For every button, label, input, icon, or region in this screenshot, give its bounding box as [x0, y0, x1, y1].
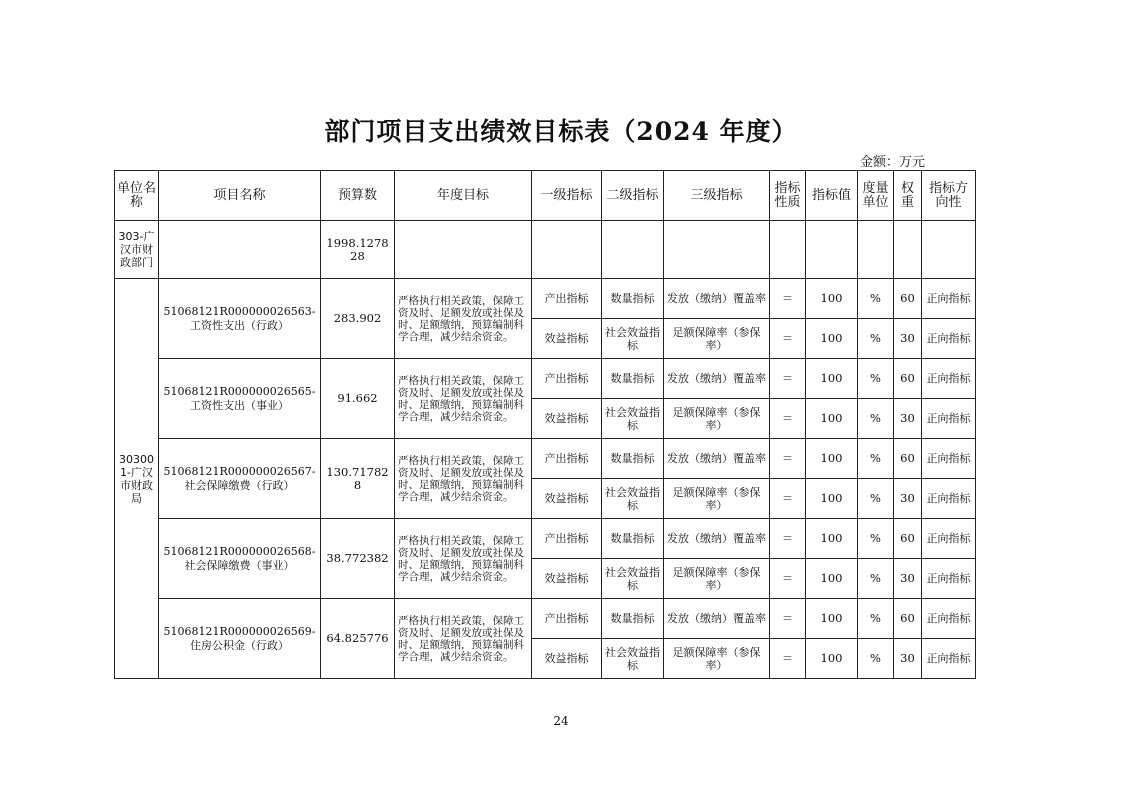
level3-indicator-cell: 发放（缴纳）覆盖率	[664, 359, 770, 399]
header-budget: 预算数	[321, 171, 395, 221]
project-name-cell: 51068121R000000026569-住房公积金（行政）	[159, 599, 321, 679]
project-budget-cell: 64.825776	[321, 599, 395, 679]
header-weight: 权重	[894, 171, 922, 221]
empty-cell	[159, 221, 321, 279]
indicator-nature-cell: ＝	[770, 439, 806, 479]
annual-target-cell: 严格执行相关政策，保障工资及时、足额发放或社保及时、足额缴纳，预算编制科学合理，减少结余资金。	[395, 599, 532, 679]
level3-indicator-cell: 足额保障率（参保率）	[664, 559, 770, 599]
level1-indicator-cell: 产出指标	[532, 599, 602, 639]
empty-cell	[806, 221, 858, 279]
level3-indicator-cell: 足额保障率（参保率）	[664, 639, 770, 679]
level3-indicator-cell: 发放（缴纳）覆盖率	[664, 599, 770, 639]
level1-indicator-cell: 产出指标	[532, 439, 602, 479]
indicator-nature-cell: ＝	[770, 519, 806, 559]
indicator-nature-cell: ＝	[770, 599, 806, 639]
level2-indicator-cell: 社会效益指标	[602, 399, 664, 439]
empty-cell	[770, 221, 806, 279]
indicator-direction-cell: 正向指标	[922, 479, 976, 519]
header-level2-indicator: 二级指标	[602, 171, 664, 221]
indicator-value-cell: 100	[806, 599, 858, 639]
level3-indicator-cell: 发放（缴纳）覆盖率	[664, 519, 770, 559]
level1-indicator-cell: 效益指标	[532, 399, 602, 439]
level3-indicator-cell: 发放（缴纳）覆盖率	[664, 279, 770, 319]
level3-indicator-cell: 发放（缴纳）覆盖率	[664, 439, 770, 479]
project-budget-cell: 38.772382	[321, 519, 395, 599]
annual-target-cell: 严格执行相关政策，保障工资及时、足额发放或社保及时、足额缴纳，预算编制科学合理，减少结余资金。	[395, 519, 532, 599]
level3-indicator-cell: 足额保障率（参保率）	[664, 399, 770, 439]
empty-cell	[858, 221, 894, 279]
measure-unit-cell: %	[858, 439, 894, 479]
indicator-direction-cell: 正向指标	[922, 599, 976, 639]
level2-indicator-cell: 数量指标	[602, 519, 664, 559]
header-row	[115, 171, 976, 221]
header-annual-target: 年度目标	[395, 171, 532, 221]
level2-indicator-cell: 社会效益指标	[602, 319, 664, 359]
performance-target-table	[114, 170, 976, 679]
indicator-nature-cell: ＝	[770, 279, 806, 319]
project-budget-cell: 130.717828	[321, 439, 395, 519]
level2-indicator-cell: 社会效益指标	[602, 639, 664, 679]
weight-cell: 30	[894, 319, 922, 359]
indicator-nature-cell: ＝	[770, 559, 806, 599]
weight-cell: 30	[894, 559, 922, 599]
measure-unit-cell: %	[858, 639, 894, 679]
page-title: 部门项目支出绩效目标表（2024 年度）	[324, 117, 798, 146]
level2-indicator-cell: 数量指标	[602, 439, 664, 479]
indicator-nature-cell: ＝	[770, 359, 806, 399]
project-name-cell: 51068121R000000026567-社会保障缴费（行政）	[159, 439, 321, 519]
header-indicator-direction: 指标方向性	[922, 171, 976, 221]
annual-target-cell: 严格执行相关政策，保障工资及时、足额发放或社保及时、足额缴纳，预算编制科学合理，减少结余资金。	[395, 359, 532, 439]
measure-unit-cell: %	[858, 279, 894, 319]
level1-indicator-cell: 产出指标	[532, 519, 602, 559]
level2-indicator-cell: 数量指标	[602, 359, 664, 399]
indicator-value-cell: 100	[806, 279, 858, 319]
annual-target-cell: 严格执行相关政策，保障工资及时、足额发放或社保及时、足额缴纳，预算编制科学合理，减少结余资金。	[395, 439, 532, 519]
level3-indicator-cell: 足额保障率（参保率）	[664, 479, 770, 519]
department-row	[115, 221, 976, 279]
indicator-value-cell: 100	[806, 439, 858, 479]
level1-indicator-cell: 产出指标	[532, 359, 602, 399]
indicator-direction-cell: 正向指标	[922, 359, 976, 399]
header-indicator-nature: 指标性质	[770, 171, 806, 221]
indicator-nature-cell: ＝	[770, 639, 806, 679]
level2-indicator-cell: 社会效益指标	[602, 559, 664, 599]
indicator-value-cell: 100	[806, 319, 858, 359]
measure-unit-cell: %	[858, 319, 894, 359]
measure-unit-cell: %	[858, 519, 894, 559]
indicator-direction-cell: 正向指标	[922, 519, 976, 559]
weight-cell: 60	[894, 599, 922, 639]
header-unit-name: 单位名称	[115, 171, 159, 221]
department-budget-cell: 1998.127828	[321, 221, 395, 279]
table-row	[115, 279, 976, 319]
weight-cell: 30	[894, 399, 922, 439]
indicator-nature-cell: ＝	[770, 319, 806, 359]
header-indicator-value: 指标值	[806, 171, 858, 221]
weight-cell: 30	[894, 479, 922, 519]
indicator-nature-cell: ＝	[770, 479, 806, 519]
level2-indicator-cell: 数量指标	[602, 279, 664, 319]
empty-cell	[602, 221, 664, 279]
level2-indicator-cell: 社会效益指标	[602, 479, 664, 519]
project-name-cell: 51068121R000000026565-工资性支出（事业）	[159, 359, 321, 439]
header-measure-unit: 度量单位	[858, 171, 894, 221]
level3-indicator-cell: 足额保障率（参保率）	[664, 319, 770, 359]
measure-unit-cell: %	[858, 599, 894, 639]
empty-cell	[922, 221, 976, 279]
empty-cell	[894, 221, 922, 279]
header-level1-indicator: 一级指标	[532, 171, 602, 221]
weight-cell: 60	[894, 359, 922, 399]
indicator-direction-cell: 正向指标	[922, 279, 976, 319]
annual-target-cell: 严格执行相关政策，保障工资及时、足额发放或社保及时、足额缴纳，预算编制科学合理，减少结余资金。	[395, 279, 532, 359]
indicator-direction-cell: 正向指标	[922, 559, 976, 599]
sub-unit-cell: 303001-广汉市财政局	[115, 279, 159, 679]
project-budget-cell: 91.662	[321, 359, 395, 439]
page-number: 24	[553, 714, 569, 728]
indicator-direction-cell: 正向指标	[922, 399, 976, 439]
indicator-direction-cell: 正向指标	[922, 439, 976, 479]
level2-indicator-cell: 数量指标	[602, 599, 664, 639]
indicator-direction-cell: 正向指标	[922, 319, 976, 359]
table-row	[115, 439, 976, 479]
empty-cell	[395, 221, 532, 279]
measure-unit-cell: %	[858, 399, 894, 439]
indicator-value-cell: 100	[806, 399, 858, 439]
project-name-cell: 51068121R000000026568-社会保障缴费（事业）	[159, 519, 321, 599]
header-level3-indicator: 三级指标	[664, 171, 770, 221]
indicator-value-cell: 100	[806, 559, 858, 599]
amount-unit-note: 金额：万元	[860, 155, 926, 170]
level1-indicator-cell: 效益指标	[532, 559, 602, 599]
indicator-value-cell: 100	[806, 359, 858, 399]
level1-indicator-cell: 效益指标	[532, 479, 602, 519]
project-budget-cell: 283.902	[321, 279, 395, 359]
weight-cell: 60	[894, 519, 922, 559]
table-row	[115, 519, 976, 559]
measure-unit-cell: %	[858, 559, 894, 599]
table-row	[115, 359, 976, 399]
project-name-cell: 51068121R000000026563-工资性支出（行政）	[159, 279, 321, 359]
indicator-value-cell: 100	[806, 639, 858, 679]
indicator-direction-cell: 正向指标	[922, 639, 976, 679]
indicator-value-cell: 100	[806, 479, 858, 519]
level1-indicator-cell: 产出指标	[532, 279, 602, 319]
measure-unit-cell: %	[858, 479, 894, 519]
level1-indicator-cell: 效益指标	[532, 639, 602, 679]
weight-cell: 30	[894, 639, 922, 679]
indicator-nature-cell: ＝	[770, 399, 806, 439]
weight-cell: 60	[894, 279, 922, 319]
empty-cell	[664, 221, 770, 279]
measure-unit-cell: %	[858, 359, 894, 399]
indicator-value-cell: 100	[806, 519, 858, 559]
department-unit-cell: 303-广汉市财政部门	[115, 221, 159, 279]
table-row	[115, 599, 976, 639]
empty-cell	[532, 221, 602, 279]
level1-indicator-cell: 效益指标	[532, 319, 602, 359]
header-project-name: 项目名称	[159, 171, 321, 221]
weight-cell: 60	[894, 439, 922, 479]
